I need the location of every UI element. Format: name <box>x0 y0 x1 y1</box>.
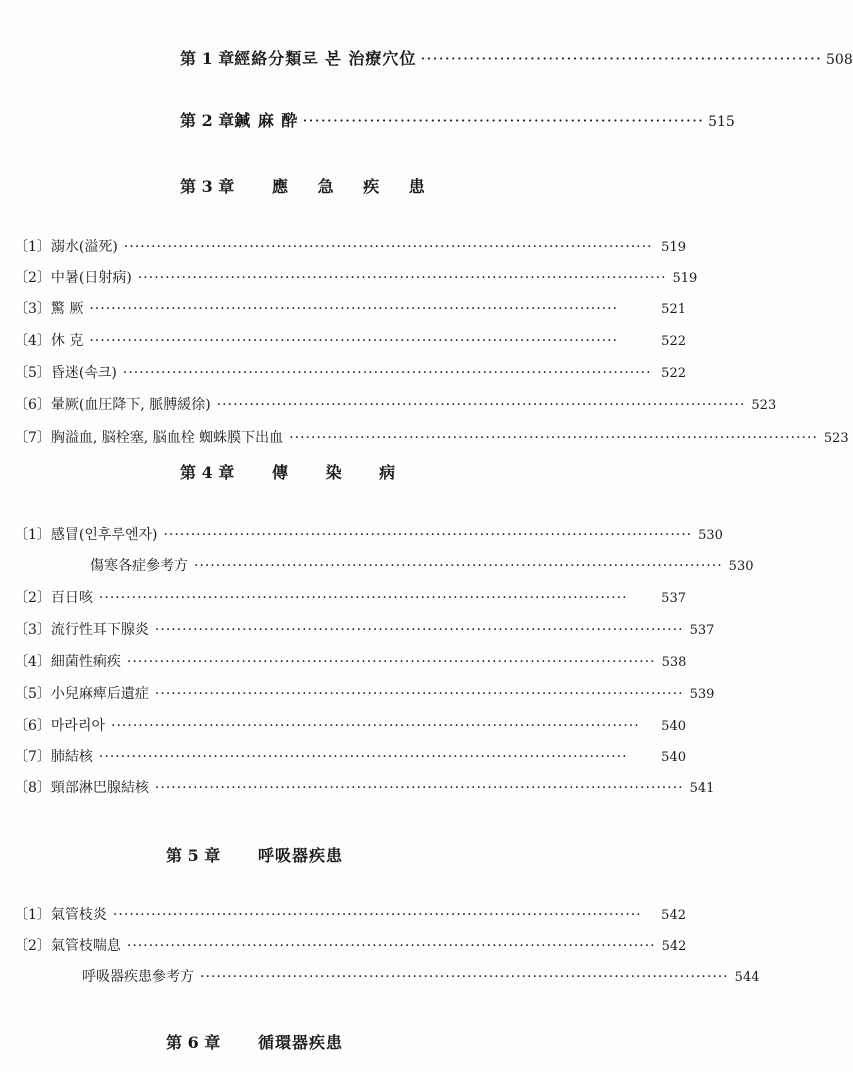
page-number: 539 <box>689 687 715 702</box>
chapter-number: 第 6 章 <box>166 1033 221 1052</box>
toc-entry[interactable] <box>14 587 686 609</box>
toc-entry[interactable] <box>14 236 686 258</box>
toc-entry[interactable] <box>14 683 715 705</box>
toc-entry[interactable] <box>14 746 686 768</box>
entry-label: 呼吸器疾患參考方 <box>82 969 194 985</box>
page-number: 530 <box>698 528 723 543</box>
dot-leader: ································································································· <box>126 654 656 670</box>
chapter-2-heading <box>180 108 735 131</box>
page-number: 537 <box>661 591 686 606</box>
entry-label: 〔6〕暈厥(血圧降下, 脈膊緩徐) <box>14 397 211 413</box>
entry-label: 〔8〕頸部淋巴腺結核 <box>14 780 149 796</box>
page-number: 544 <box>734 970 760 985</box>
toc-entry[interactable] <box>14 330 686 352</box>
toc-entry[interactable] <box>14 619 715 641</box>
chapter-4-heading <box>180 460 411 483</box>
page-number: 523 <box>823 431 849 446</box>
dot-leader: ································································································· <box>163 527 693 543</box>
page-number: 519 <box>661 240 686 255</box>
entry-label: 〔2〕中暑(日射病) <box>14 270 132 286</box>
dot-leader: ································································································· <box>216 397 746 413</box>
dot-leader: ································································································· <box>137 270 667 286</box>
chapter-6-heading <box>166 1030 343 1053</box>
entry-label: 〔5〕小兒麻痺后遺症 <box>14 686 149 702</box>
dot-leader: ································································································· <box>111 718 640 734</box>
dot-leader: ································································································· <box>126 938 656 954</box>
toc-entry[interactable] <box>14 267 698 289</box>
dot-leader: ································································································· <box>112 907 642 923</box>
page-number: 537 <box>689 623 715 638</box>
dot-leader: ································································································· <box>123 239 653 255</box>
page-number: 541 <box>689 781 715 796</box>
page-number: 542 <box>661 939 687 954</box>
entry-label: 〔6〕마라리아 <box>14 718 106 734</box>
entry-label: 〔1〕感冒(인후루엔자) <box>14 527 158 543</box>
dot-leader: ································································································· <box>98 590 628 606</box>
chapter-title: 鍼 麻 酔 <box>234 111 299 130</box>
dot-leader: ································································································· <box>89 301 619 317</box>
page-number: 519 <box>672 271 698 286</box>
toc-entry[interactable] <box>14 298 686 320</box>
page-number: 508 <box>826 52 853 68</box>
entry-label: 〔2〕氣管枝喘息 <box>14 938 121 954</box>
toc-entry[interactable] <box>14 715 686 737</box>
chapter-3-heading <box>180 174 437 197</box>
chapter-1-heading <box>180 46 853 69</box>
chapter-number: 第 1 章 <box>180 49 235 68</box>
toc-entry[interactable] <box>14 904 686 926</box>
chapter-title: 循環器疾患 <box>258 1033 344 1052</box>
page-number: 522 <box>661 366 686 381</box>
page-number: 530 <box>728 559 754 574</box>
toc-entry[interactable] <box>14 524 723 546</box>
toc-entry[interactable] <box>14 651 686 673</box>
toc-entry[interactable] <box>14 394 777 416</box>
toc-entry[interactable] <box>14 777 715 799</box>
entry-label: 〔1〕溺水(溢死) <box>14 239 118 255</box>
toc-entry[interactable] <box>14 966 760 988</box>
entry-label: 〔7〕胸溢血, 脳栓塞, 脳血栓 蜘蛛膜下出血 <box>14 430 284 446</box>
dot-leader: ································································································· <box>194 558 723 574</box>
entry-label: 〔4〕細菌性痢疾 <box>14 654 121 670</box>
entry-label: 〔1〕氣管枝炎 <box>14 907 107 923</box>
entry-label: 〔4〕休 克 <box>14 333 84 349</box>
entry-label: 〔7〕肺結核 <box>14 749 93 765</box>
chapter-5-heading <box>166 843 343 866</box>
dot-leader: ·································································· <box>302 111 705 130</box>
dot-leader: ································································································· <box>289 430 818 446</box>
toc-entry[interactable] <box>14 362 686 384</box>
entry-label: 〔3〕流行性耳下腺炎 <box>14 622 149 638</box>
entry-label: 〔3〕驚 厥 <box>14 301 84 317</box>
dot-leader: ································································································· <box>154 622 684 638</box>
dot-leader: ································································································· <box>89 333 619 349</box>
chapter-number: 第 5 章 <box>166 846 221 865</box>
page-number: 515 <box>708 114 735 130</box>
chapter-title: 應 急 疾 患 <box>272 177 437 196</box>
entry-label: 〔2〕百日咳 <box>14 590 93 606</box>
page-number: 540 <box>661 719 686 734</box>
chapter-title: 經絡分類로 본 治療穴位 <box>234 49 417 68</box>
toc-entry[interactable] <box>14 935 686 957</box>
toc-entry[interactable] <box>14 427 849 449</box>
page-number: 521 <box>661 302 686 317</box>
toc-entry[interactable] <box>14 555 754 577</box>
dot-leader: ································································································· <box>200 969 729 985</box>
chapter-number: 第 3 章 <box>180 177 235 196</box>
entry-label: 〔5〕昏迷(속크) <box>14 365 117 381</box>
chapter-title: 呼吸器疾患 <box>258 846 344 865</box>
dot-leader: ·································································· <box>420 49 823 68</box>
page-number: 540 <box>661 750 686 765</box>
dot-leader: ································································································· <box>122 365 652 381</box>
chapter-number: 第 2 章 <box>180 111 235 130</box>
dot-leader: ································································································· <box>154 780 684 796</box>
page-number: 538 <box>661 655 687 670</box>
dot-leader: ································································································· <box>98 749 628 765</box>
dot-leader: ································································································· <box>154 686 684 702</box>
entry-label: 傷寒各症參考方 <box>90 558 188 574</box>
page-number: 523 <box>751 398 777 413</box>
page-number: 522 <box>661 334 686 349</box>
chapter-title: 傳 染 病 <box>272 463 412 482</box>
chapter-number: 第 4 章 <box>180 463 235 482</box>
page-number: 542 <box>661 908 686 923</box>
